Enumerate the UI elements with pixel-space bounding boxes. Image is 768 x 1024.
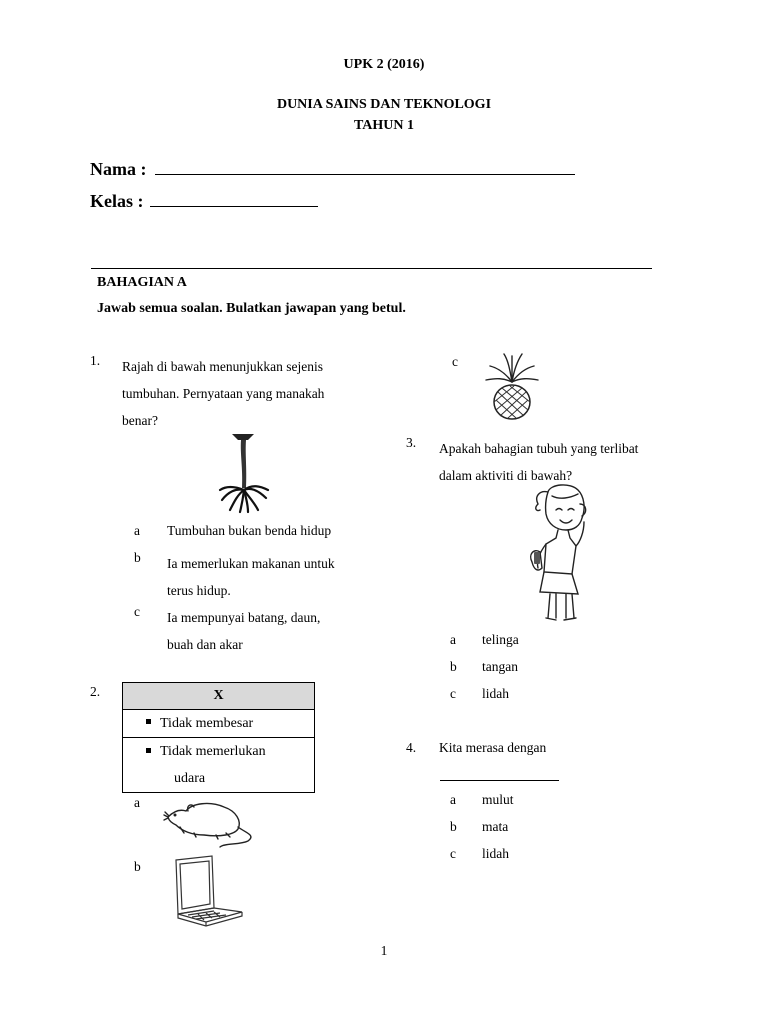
pineapple-image — [484, 352, 540, 422]
bullet-icon — [146, 719, 151, 724]
q3-line: Apakah bahagian tubuh yang terlibat — [439, 441, 639, 456]
girl-phone-image — [522, 482, 594, 622]
class-field — [90, 191, 318, 212]
q3-text — [439, 435, 638, 489]
mouse-image — [164, 797, 256, 849]
q4-option-a-letter: a — [450, 792, 456, 807]
q3-number: 3. — [406, 435, 417, 450]
q2-row-text: Tidak memerlukan — [160, 744, 266, 759]
q4-text: Kita merasa dengan — [439, 740, 547, 755]
q2-option-b-letter: b — [134, 859, 141, 874]
q2-row-text: udara — [174, 771, 206, 786]
page-number: 1 — [380, 943, 388, 958]
q2-row-text: Tidak membesar — [160, 715, 254, 731]
q3-option-c-letter: c — [450, 686, 456, 701]
q1-line: Rajah di bawah menunjukkan sejenis — [122, 359, 323, 374]
q4-option-c-letter: c — [450, 846, 456, 861]
q2-table-row — [123, 738, 315, 793]
name-label: Nama : — [90, 159, 147, 179]
q3-line: dalam aktiviti di bawah? — [439, 468, 573, 483]
subject-title: DUNIA SAINS DAN TEKNOLOGI — [276, 97, 492, 112]
class-label: Kelas : — [90, 191, 144, 211]
q1-option-b-line: Ia memerlukan makanan untuk — [167, 556, 335, 571]
name-field — [90, 159, 575, 180]
section-title: BAHAGIAN A — [97, 275, 187, 290]
q3-option-c-text: lidah — [482, 686, 509, 701]
q1-option-c-letter: c — [134, 604, 140, 619]
class-blank — [150, 192, 318, 207]
year-title: TAHUN 1 — [353, 118, 415, 133]
q4-number: 4. — [406, 740, 417, 755]
q3-option-a-letter: a — [450, 632, 456, 647]
q2-option-c-letter: c — [452, 354, 458, 369]
q4-option-b-letter: b — [450, 819, 457, 834]
q1-option-b-line: terus hidup. — [167, 583, 231, 598]
laptop-image — [168, 856, 244, 940]
q2-number: 2. — [90, 684, 101, 699]
q3-option-b-text: tangan — [482, 659, 518, 674]
q4-answer-blank — [440, 780, 559, 781]
section-divider — [91, 268, 652, 269]
bullet-icon — [146, 748, 151, 753]
q1-option-c-text — [167, 604, 320, 658]
q1-line: benar? — [122, 413, 158, 428]
q4-option-b-text: mata — [482, 819, 509, 834]
q1-option-c-line: buah dan akar — [167, 637, 243, 652]
section-instruction: Jawab semua soalan. Bulatkan jawapan yang betul. — [97, 301, 406, 316]
q4-option-a-text: mulut — [482, 792, 514, 807]
exam-title: UPK 2 (2016) — [343, 57, 425, 72]
palm-tree-image — [218, 432, 270, 514]
q2-table-header: X — [123, 683, 315, 710]
q3-option-b-letter: b — [450, 659, 457, 674]
q2-table — [122, 682, 315, 793]
q2-option-a-letter: a — [134, 795, 140, 810]
name-blank — [155, 160, 575, 175]
q1-line: tumbuhan. Pernyataan yang manakah — [122, 386, 325, 401]
q1-option-b-text — [167, 550, 335, 604]
q1-option-a-letter: a — [134, 523, 140, 538]
q1-option-b-letter: b — [134, 550, 141, 565]
q2-table-row — [123, 710, 315, 738]
q4-option-c-text: lidah — [482, 846, 509, 861]
q1-option-c-line: Ia mempunyai batang, daun, — [167, 610, 321, 625]
q1-number: 1. — [90, 353, 101, 368]
q3-option-a-text: telinga — [482, 632, 519, 647]
q1-option-a-text: Tumbuhan bukan benda hidup — [167, 523, 332, 538]
q1-text — [122, 353, 324, 434]
